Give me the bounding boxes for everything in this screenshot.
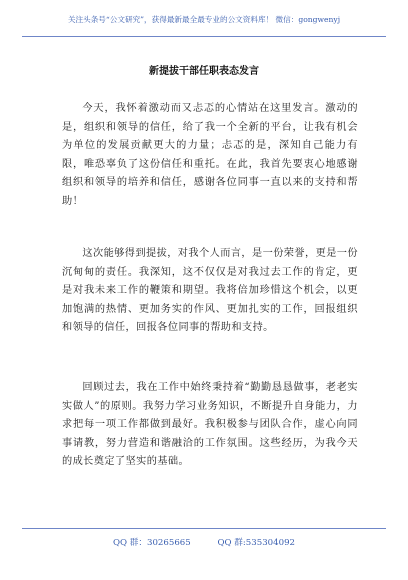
footer [0,536,408,548]
paragraph-1: 今天，我怀着激动而又忐忑的心情站在这里发言。激动的是，组织和领导的信任，给了我一个全新的平台，让我有机会为单位的发展贡献更大的力量；忐忑的是，深知自己能力有限，唯恐辜负了这份信任和重托。在此，我首先要衷心地感谢组织和领导的培养和信任，感谢各位同事一直以来的支持和帮助！ [62,103,358,207]
header-divider [22,36,386,37]
document-title: 新提拔干部任职表态发言 [149,66,259,77]
paragraph-2: 这次能够得到提拔，对我个人而言，是一份荣誉，更是一份沉甸甸的责任。我深知，这不仅仅是对我过去工作的肯定，更是对我未来工作的鞭策和期望。我将倍加珍惜这个机会，以更加饱满的热情、更加务实的作风、更加扎实的工作，回报组织和领导的信任，回报各位同事的帮助和支持。 [62,248,358,334]
paragraph-3: 回顾过去，我在工作中始终秉持着“勤勤恳恳做事，老老实实做人”的原则。我努力学习业务知识，不断提升自身能力，力求把每一项工作都做到最好。我积极参与团队合作，虚心向同事请教，努力营造和谐融洽的工作氛围。这些经历，为我今天的成长奠定了坚实的基础。 [62,382,358,468]
footer-qq-group-1: QQ 群：30265665 [112,538,191,548]
footer-qq-group-2: QQ 群:535304092 [217,538,296,548]
footer-divider [22,528,386,529]
header-notice: 关注头条号“公文研究”，获得最新最全最专业的公文资料库！ 微信：gongwenyj [67,15,341,24]
